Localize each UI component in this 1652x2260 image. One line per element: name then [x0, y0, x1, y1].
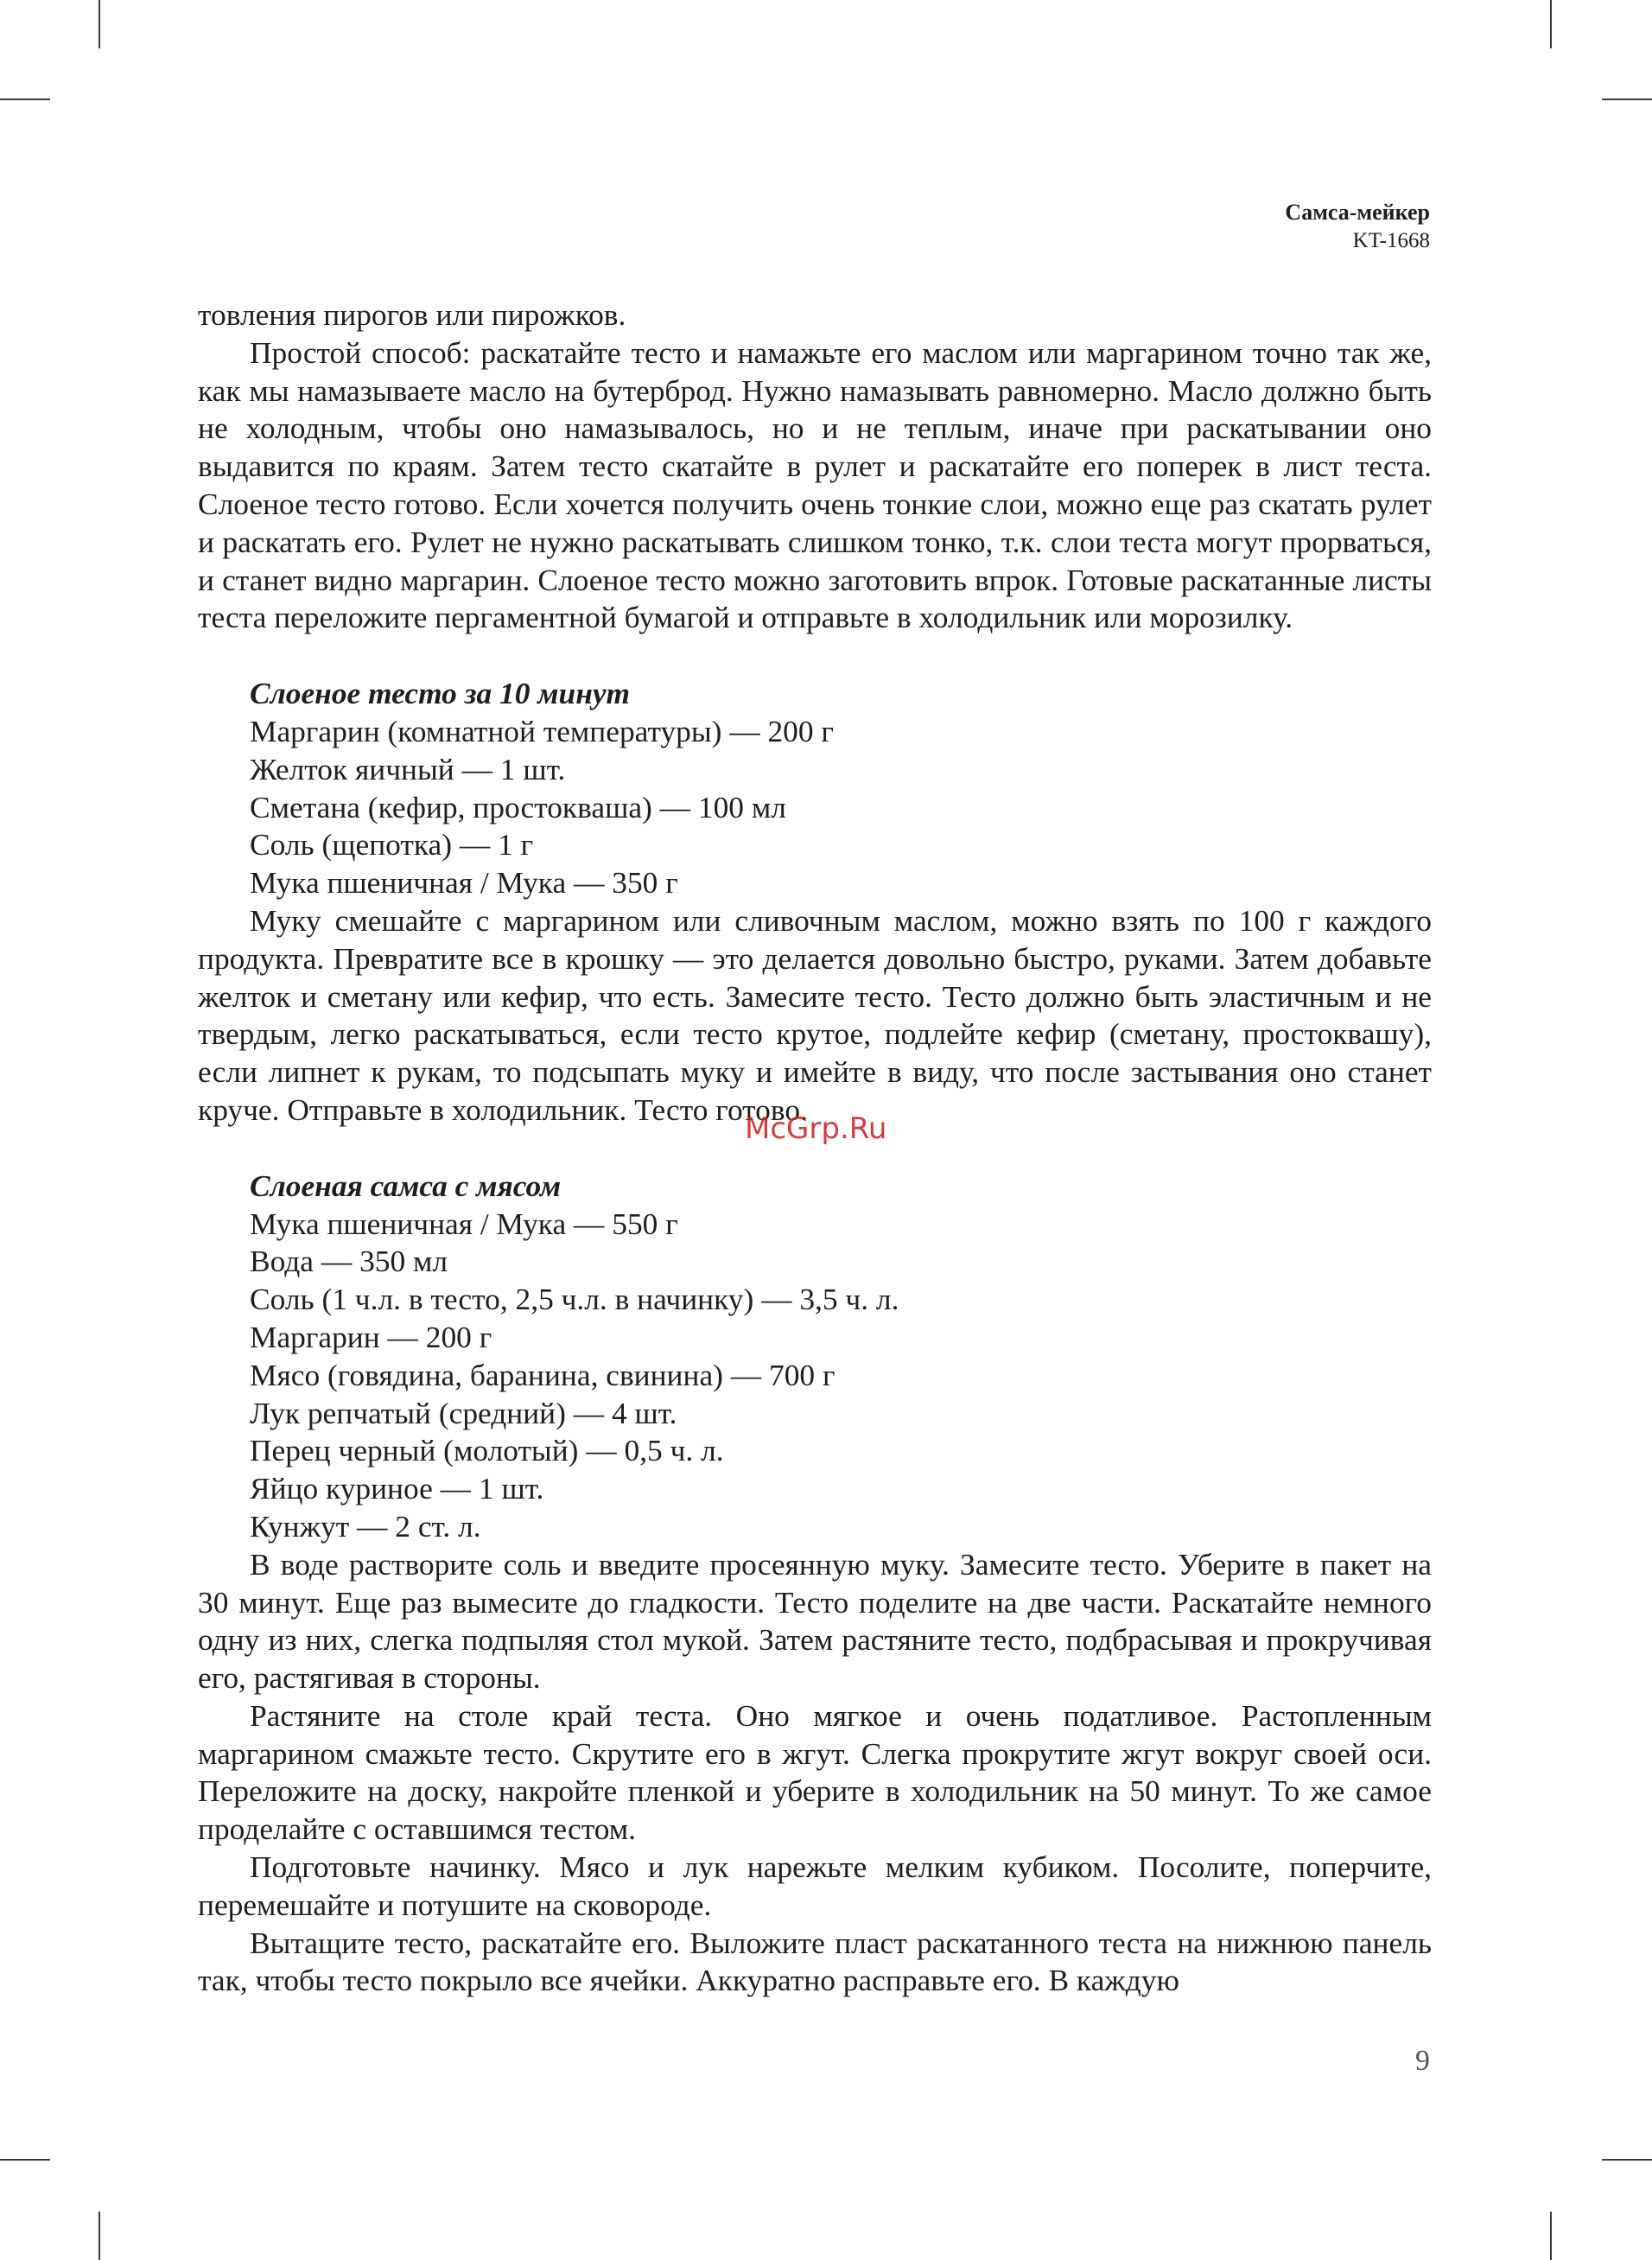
- section-spacer: [198, 637, 1432, 675]
- intro-paragraph: Простой способ: раскатайте тесто и намажьте его маслом или маргарином точно так же, как мы намазываете масло на бутерброд. Нужно намазывать равномерно. Масло должно быть не холодным, чтобы оно намазывалось, но и не теплым, иначе при раскатывании оно выдавится по краям. Затем тесто скатайте в рулет и раскатайте его поперек в лист теста. Слоеное тесто готово. Если хочется получить очень тонкие слои, можно еще раз скатать рулет и раскатать его. Рулет не нужно раскатывать слишком тонко, т.к. слои теста могут прорваться, и станет видно маргарин. Слоеное тесто можно заготовить впрок. Готовые раскатанные листы теста переложите пергаментной бумагой и отправьте в холодильник или морозилку.: [198, 334, 1432, 635]
- header-title: Самса-мейкер: [1285, 200, 1430, 225]
- ingredient-item: Соль (щепотка) — 1 г: [250, 827, 534, 863]
- ingredient-item: Мука пшеничная / Мука — 350 г: [250, 865, 678, 901]
- crop-mark-top-right-vertical: [1550, 0, 1552, 48]
- recipe2-step-3: Подготовьте начинку. Мясо и лук нарежьте мелким кубиком. Посолите, поперчите, перемешайте и потушите на сковороде.: [198, 1849, 1432, 1922]
- ingredient-item: Яйцо куриное — 1 шт.: [250, 1471, 544, 1506]
- page-number: 9: [1415, 2045, 1430, 2077]
- page-body: [198, 296, 1432, 2000]
- running-header: [1285, 197, 1430, 256]
- intro-continuation: товления пирогов или пирожков.: [198, 297, 626, 332]
- crop-mark-top-right-horizontal: [1602, 99, 1652, 100]
- recipe2-step-4: Вытащите тесто, раскатайте его. Выложите пласт раскатанного теста на нижнюю панель так, чтобы тесто покрыло все ячейки. Аккуратно расправьте его. В каждую: [198, 1925, 1432, 1998]
- ingredient-item: Желток яичный — 1 шт.: [250, 751, 566, 786]
- ingredient-item: Мука пшеничная / Мука — 550 г: [250, 1206, 678, 1241]
- recipe2-ingredients: [198, 1206, 1432, 1546]
- ingredient-item: Маргарин — 200 г: [250, 1319, 492, 1354]
- crop-mark-bottom-left-vertical: [98, 2212, 100, 2260]
- recipe1-title: Слоеное тесто за 10 минут: [250, 676, 631, 711]
- ingredient-item: Вода — 350 мл: [250, 1244, 448, 1279]
- recipe2-step-2: Растяните на столе край теста. Оно мягкое и очень податливое. Растопленным маргарином смажьте тесто. Скрутите его в жгут. Слегка прокрутите жгут вокруг своей оси. Переложите на доску, накройте пленкой и уберите в холодильник на 50 минут. То же самое проделайте с оставшимся тестом.: [198, 1697, 1432, 1847]
- ingredient-item: Мясо (говядина, баранина, свинина) — 700 г: [250, 1357, 836, 1392]
- ingredient-item: Соль (1 ч.л. в тесто, 2,5 ч.л. в начинку) — 3,5 ч. л.: [250, 1282, 899, 1317]
- crop-mark-top-left-horizontal: [0, 99, 50, 100]
- recipe1-ingredients: [198, 713, 1432, 902]
- ingredient-item: Перец черный (молотый) — 0,5 ч. л.: [250, 1433, 724, 1468]
- ingredient-item: Кунжут — 2 ст. л.: [250, 1508, 481, 1544]
- ingredient-item: Сметана (кефир, простокваша) — 100 мл: [250, 789, 786, 824]
- watermark-text: McGrp.Ru: [745, 1111, 887, 1146]
- crop-mark-bottom-right-vertical: [1550, 2212, 1552, 2260]
- header-model: KT-1668: [1352, 229, 1430, 253]
- crop-mark-bottom-left-horizontal: [0, 2159, 50, 2161]
- recipe2-title: Слоеная самса с мясом: [250, 1168, 562, 1203]
- recipe2-step-1: В воде растворите соль и введите просеянную муку. Замесите тесто. Уберите в пакет на 30 минут. Еще раз вымесите до гладкости. Тесто поделите на две части. Раскатайте немного одну из них, слегка подпыляя стол мукой. Затем растяните тесто, подбрасывая и прокручивая его, растягивая в стороны.: [198, 1546, 1432, 1696]
- crop-mark-bottom-right-horizontal: [1602, 2159, 1652, 2161]
- ingredient-item: Маргарин (комнатной температуры) — 200 г: [250, 713, 834, 748]
- recipe1-instructions: Муку смешайте с маргарином или сливочным маслом, можно взять по 100 г каждого продукта. Превратите все в крошку — это делается довольно быстро, руками. Затем добавьте желток и сметану или кефир, что есть. Замесите тесто. Тесто должно быть эластичным и не твердым, легко раскатываться, если тесто крутое, подлейте кефир (сметану, простоквашу), если липнет к рукам, то подсыпать муку и имейте в виду, что после застывания оно станет круче. Отправьте в холодильник. Тесто готово.: [198, 902, 1432, 1127]
- ingredient-item: Лук репчатый (средний) — 4 шт.: [250, 1395, 677, 1430]
- crop-mark-top-left-vertical: [98, 0, 100, 48]
